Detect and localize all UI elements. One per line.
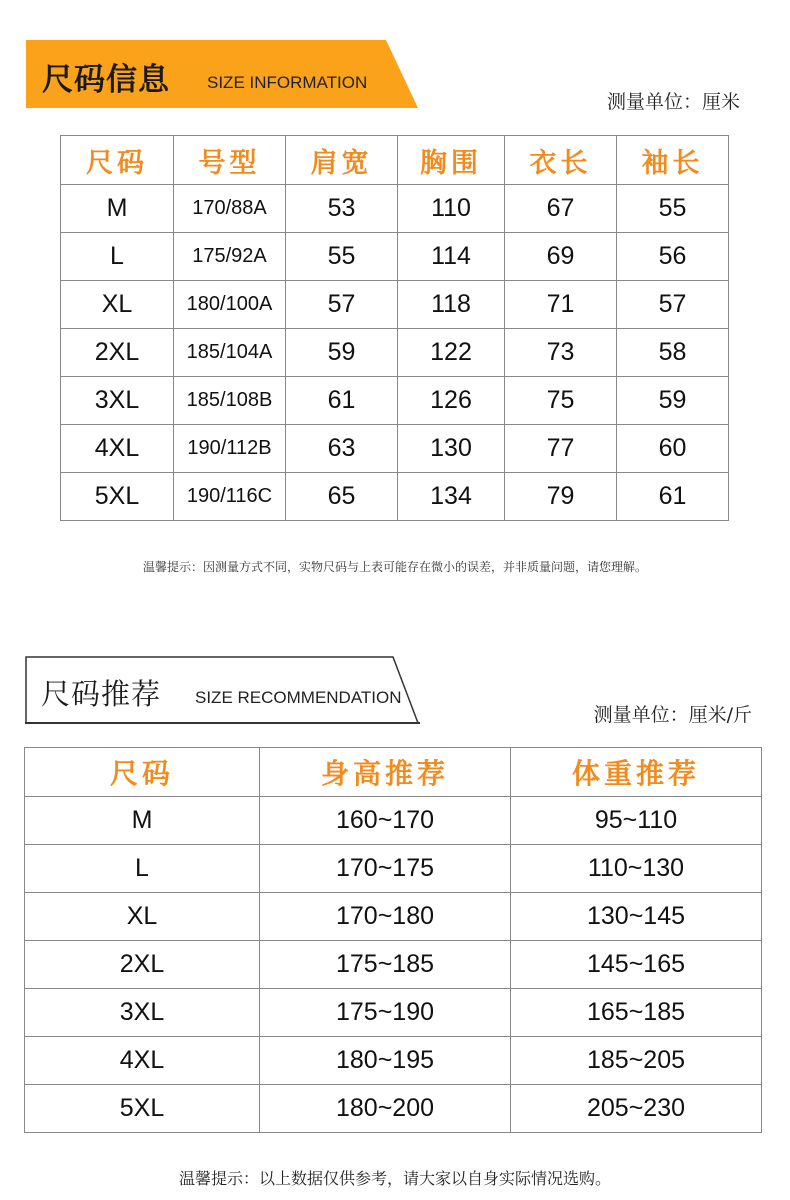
- cell-chest: 122: [398, 329, 505, 377]
- cell-size: 4XL: [61, 425, 174, 473]
- cell-sleeve: 57: [617, 281, 729, 329]
- cell-shoulder: 57: [286, 281, 398, 329]
- size-recommendation-table: [24, 747, 762, 1133]
- cell-shoulder: 53: [286, 185, 398, 233]
- cell-shoulder: 55: [286, 233, 398, 281]
- cell-model: 185/104A: [174, 329, 286, 377]
- recommendation-note: 温馨提示：以上数据仅供参考，请大家以自身实际情况选购。: [178, 1169, 611, 1188]
- cell-chest: 110: [398, 185, 505, 233]
- header-size: 尺码: [25, 748, 260, 797]
- cell-size: 5XL: [61, 473, 174, 521]
- cell-model: 190/112B: [174, 425, 286, 473]
- table-row: [61, 473, 729, 521]
- table-row: [61, 425, 729, 473]
- measurement-note: 温馨提示：因测量方式不同，实物尺码与上表可能存在微小的误差，并非质量问题，请您理解。: [142, 560, 647, 574]
- section-title-zh: 尺码信息: [42, 62, 170, 98]
- measurement-unit: 测量单位：厘米/斤: [593, 704, 752, 726]
- cell-height: 175~190: [260, 989, 511, 1037]
- cell-size: 5XL: [25, 1085, 260, 1133]
- cell-shoulder: 63: [286, 425, 398, 473]
- cell-height: 180~200: [260, 1085, 511, 1133]
- table-row: [61, 281, 729, 329]
- table-row: [25, 1085, 762, 1133]
- cell-sleeve: 56: [617, 233, 729, 281]
- cell-height: 160~170: [260, 797, 511, 845]
- cell-size: 4XL: [25, 1037, 260, 1085]
- table-row: [61, 377, 729, 425]
- section-title-en: SIZE RECOMMENDATION: [195, 688, 402, 707]
- cell-height: 170~175: [260, 845, 511, 893]
- cell-chest: 118: [398, 281, 505, 329]
- size-information-banner: [26, 40, 418, 108]
- cell-sleeve: 55: [617, 185, 729, 233]
- cell-length: 69: [505, 233, 617, 281]
- cell-weight: 145~165: [511, 941, 762, 989]
- cell-height: 170~180: [260, 893, 511, 941]
- header-height: 身高推荐: [260, 748, 511, 797]
- cell-chest: 114: [398, 233, 505, 281]
- cell-sleeve: 61: [617, 473, 729, 521]
- size-recommendation-banner: [25, 656, 420, 724]
- cell-size: M: [25, 797, 260, 845]
- size-information-table: [60, 135, 729, 521]
- table-row: [25, 941, 762, 989]
- header-chest: 胸围: [398, 136, 505, 185]
- cell-size: 2XL: [61, 329, 174, 377]
- cell-size: M: [61, 185, 174, 233]
- cell-size: XL: [61, 281, 174, 329]
- section-title-zh: 尺码推荐: [41, 677, 162, 711]
- header-sleeve: 袖长: [617, 136, 729, 185]
- table-row: [25, 797, 762, 845]
- table-row: [61, 185, 729, 233]
- cell-sleeve: 58: [617, 329, 729, 377]
- cell-model: 175/92A: [174, 233, 286, 281]
- cell-size: 3XL: [25, 989, 260, 1037]
- cell-weight: 165~185: [511, 989, 762, 1037]
- table-row: [25, 845, 762, 893]
- cell-length: 71: [505, 281, 617, 329]
- table-row: [61, 233, 729, 281]
- cell-size: 2XL: [25, 941, 260, 989]
- cell-shoulder: 61: [286, 377, 398, 425]
- table-header-row: [25, 748, 762, 797]
- cell-length: 77: [505, 425, 617, 473]
- table-row: [25, 893, 762, 941]
- header-size: 尺码: [61, 136, 174, 185]
- cell-height: 180~195: [260, 1037, 511, 1085]
- cell-chest: 134: [398, 473, 505, 521]
- table-row: [25, 989, 762, 1037]
- cell-model: 185/108B: [174, 377, 286, 425]
- header-weight: 体重推荐: [511, 748, 762, 797]
- table-header-row: [61, 136, 729, 185]
- cell-chest: 126: [398, 377, 505, 425]
- cell-weight: 205~230: [511, 1085, 762, 1133]
- cell-length: 73: [505, 329, 617, 377]
- cell-length: 67: [505, 185, 617, 233]
- cell-length: 79: [505, 473, 617, 521]
- measurement-unit: 测量单位：厘米: [606, 91, 740, 113]
- cell-sleeve: 59: [617, 377, 729, 425]
- table-row: [25, 1037, 762, 1085]
- cell-size: L: [25, 845, 260, 893]
- cell-model: 180/100A: [174, 281, 286, 329]
- cell-weight: 95~110: [511, 797, 762, 845]
- cell-size: L: [61, 233, 174, 281]
- cell-model: 170/88A: [174, 185, 286, 233]
- cell-sleeve: 60: [617, 425, 729, 473]
- cell-size: XL: [25, 893, 260, 941]
- cell-chest: 130: [398, 425, 505, 473]
- table-row: [61, 329, 729, 377]
- cell-weight: 130~145: [511, 893, 762, 941]
- header-length: 衣长: [505, 136, 617, 185]
- cell-length: 75: [505, 377, 617, 425]
- cell-size: 3XL: [61, 377, 174, 425]
- cell-weight: 185~205: [511, 1037, 762, 1085]
- section-title-en: SIZE INFORMATION: [207, 73, 368, 92]
- cell-shoulder: 59: [286, 329, 398, 377]
- cell-shoulder: 65: [286, 473, 398, 521]
- header-shoulder: 肩宽: [286, 136, 398, 185]
- cell-height: 175~185: [260, 941, 511, 989]
- cell-weight: 110~130: [511, 845, 762, 893]
- header-model: 号型: [174, 136, 286, 185]
- cell-model: 190/116C: [174, 473, 286, 521]
